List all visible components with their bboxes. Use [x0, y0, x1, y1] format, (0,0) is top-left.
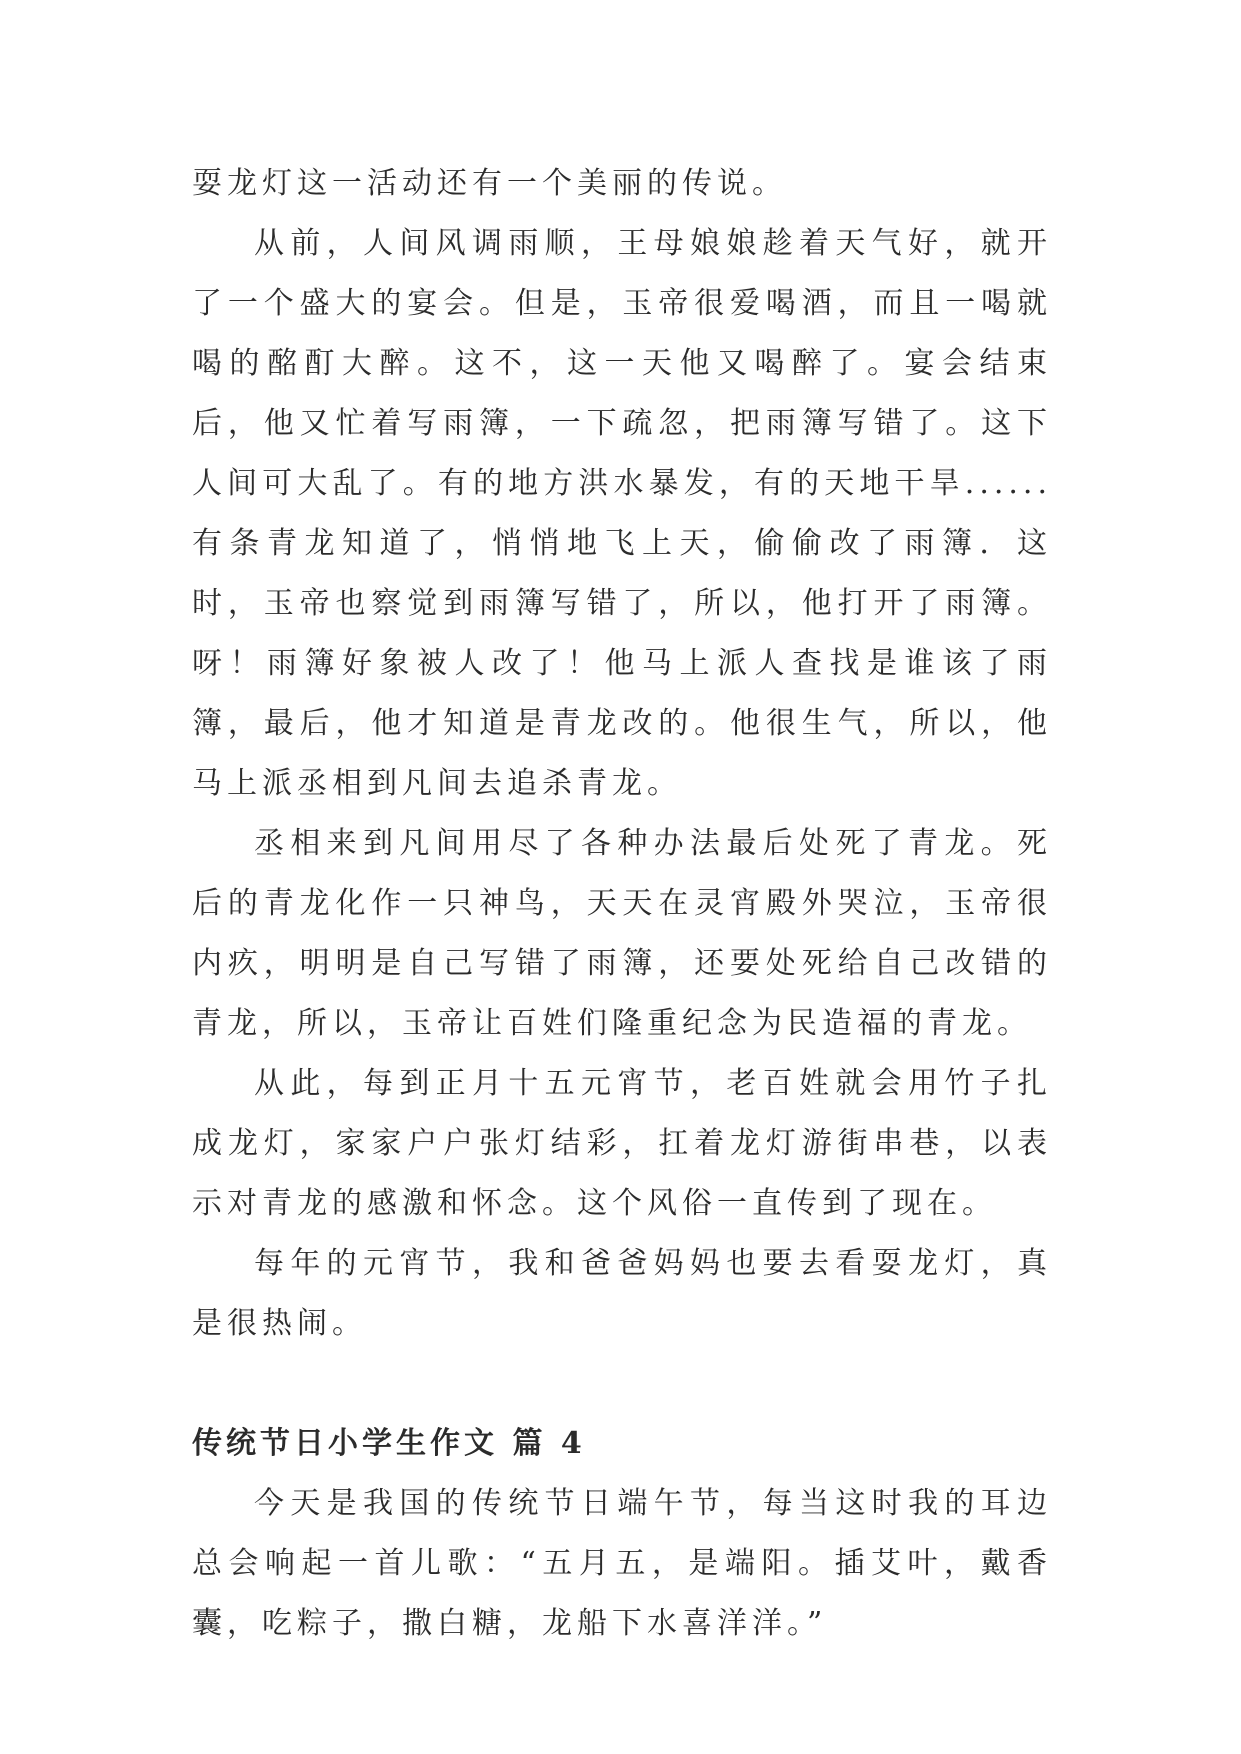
paragraph-custom: 从此，每到正月十五元宵节，老百姓就会用竹子扎成龙灯，家家户户张灯结彩，扛着龙灯游街串巷，以表示对青龙的感激和怀念。这个风俗一直传到了现在。	[192, 1066, 1052, 1221]
document-page	[192, 154, 1052, 1654]
paragraph-lantern-festival: 每年的元宵节，我和爸爸妈妈也要去看耍龙灯，真是很热闹。	[192, 1246, 1052, 1341]
paragraph-intro: 耍龙灯这一活动还有一个美丽的传说。	[192, 166, 787, 201]
essay-heading: 传统节日小学生作文 篇 4	[192, 1426, 586, 1461]
paragraph-dragon-boat: 今天是我国的传统节日端午节，每当这时我的耳边总会响起一首儿歌：“五月五，是端阳。插艾叶，戴香囊，吃粽子，撒白糖，龙船下水喜洋洋。”	[192, 1486, 1052, 1641]
paragraph-chancellor: 丞相来到凡间用尽了各种办法最后处死了青龙。死后的青龙化作一只神鸟，天天在灵宵殿外哭泣，玉帝很内疚，明明是自己写错了雨簿，还要处死给自己改错的青龙，所以，玉帝让百姓们隆重纪念为民造福的青龙。	[192, 826, 1052, 1041]
paragraph-legend: 从前，人间风调雨顺，王母娘娘趁着天气好，就开了一个盛大的宴会。但是，玉帝很爱喝酒，而且一喝就喝的酩酊大醉。这不，这一天他又喝醉了。宴会结束后，他又忙着写雨簿，一下疏忽，把雨簿写错了。这下人间可大乱了。有的地方洪水暴发，有的天地干旱......有条青龙知道了，悄悄地飞上天，偷偷改了雨簿．这时，玉帝也察觉到雨簿写错了，所以，他打开了雨簿。呀！雨簿好象被人改了！他马上派人查找是谁该了雨簿，最后，他才知道是青龙改的。他很生气，所以，他马上派丞相到凡间去追杀青龙。	[192, 226, 1052, 801]
